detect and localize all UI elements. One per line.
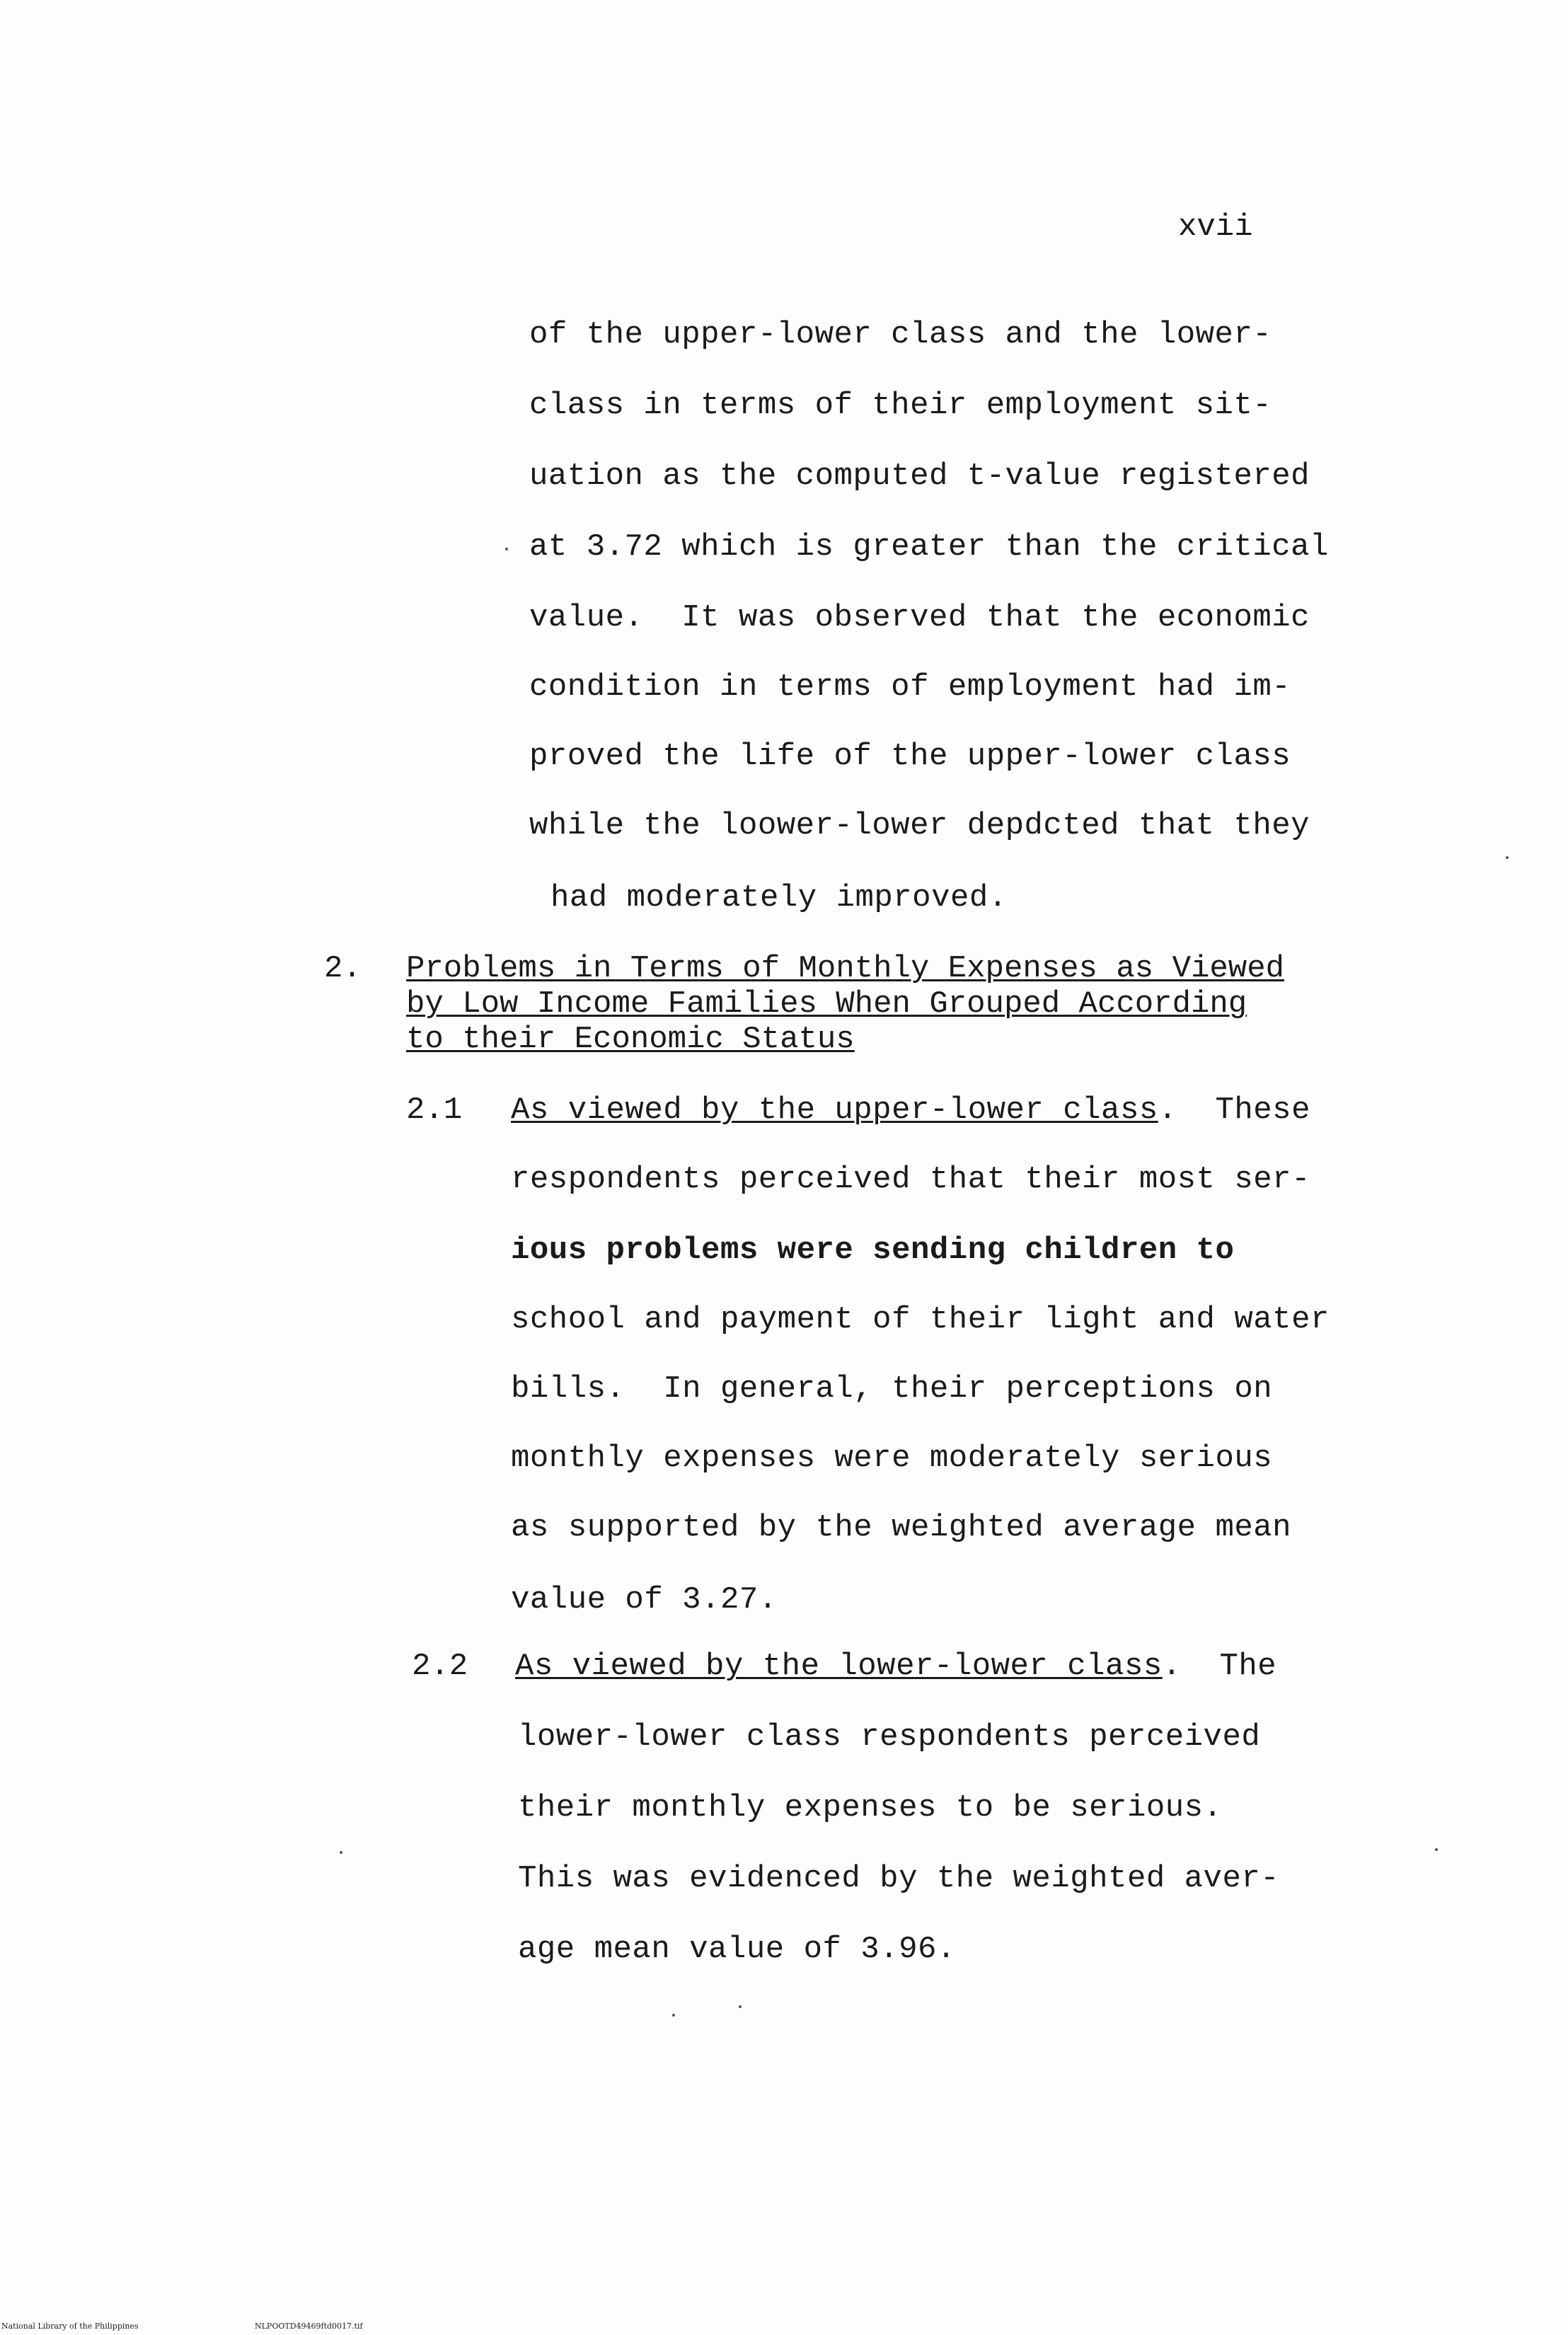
scan-speck: [739, 2005, 742, 2008]
text-line: uation as the computed t-value registered: [529, 459, 1310, 494]
text-line: bills. In general, their perceptions on: [511, 1371, 1273, 1407]
title-period: .: [1162, 1649, 1182, 1684]
section-heading-line: to their Economic Status: [406, 1022, 855, 1057]
text-line: ious problems were sending children to: [511, 1233, 1235, 1268]
first-line-rest: These: [1177, 1092, 1310, 1128]
section-heading-line: Problems in Terms of Monthly Expenses as Viewed: [406, 951, 1285, 986]
first-line-rest: The: [1181, 1649, 1277, 1684]
text-line: of the upper-lower class and the lower-: [529, 317, 1272, 352]
footer-filename: NLPOOTD49469ftd0017.tif: [255, 2322, 363, 2331]
text-line: class in terms of their employment sit-: [529, 388, 1272, 423]
text-line: respondents perceived that their most ser-: [511, 1162, 1310, 1197]
scan-speck: [1506, 856, 1509, 859]
text-line: had moderately improved.: [550, 880, 1008, 916]
text-line: age mean value of 3.96.: [518, 1932, 956, 1967]
text-line: condition in terms of employment had im-: [529, 669, 1291, 705]
text-line: value of 3.27.: [511, 1582, 778, 1618]
title-period: .: [1158, 1092, 1177, 1128]
text-line: lower-lower class respondents perceived: [518, 1719, 1261, 1755]
subsection-first-line: [511, 1092, 1310, 1128]
scan-speck: [1435, 1848, 1438, 1851]
text-line: their monthly expenses to be serious.: [518, 1790, 1223, 1826]
page-number: xvii: [1178, 209, 1253, 245]
subsection-number: 2.1: [406, 1092, 463, 1128]
subsection-number: 2.2: [412, 1649, 468, 1684]
scan-speck: [505, 548, 508, 550]
text-line: as supported by the weighted average mean: [511, 1510, 1292, 1545]
subsection-first-line: [515, 1649, 1276, 1684]
scan-speck: [672, 2014, 675, 2017]
text-line: school and payment of their light and water: [511, 1302, 1330, 1337]
subsection-title: As viewed by the upper-lower class: [511, 1092, 1158, 1128]
text-line: while the loower-lower depdcted that they: [529, 808, 1310, 843]
section-number: 2.: [324, 951, 362, 986]
scan-speck: [340, 1851, 342, 1854]
text-line: This was evidenced by the weighted aver-: [518, 1861, 1280, 1896]
text-line: value. It was observed that the economic: [529, 600, 1310, 635]
footer-library: National Library of the Philippines: [1, 2322, 139, 2331]
section-heading-line: by Low Income Families When Grouped According: [406, 986, 1247, 1022]
subsection-title: As viewed by the lower-lower class: [515, 1649, 1163, 1684]
text-line: monthly expenses were moderately serious: [511, 1441, 1273, 1476]
text-line: proved the life of the upper-lower class: [529, 739, 1291, 774]
text-line: at 3.72 which is greater than the critical: [529, 529, 1329, 565]
